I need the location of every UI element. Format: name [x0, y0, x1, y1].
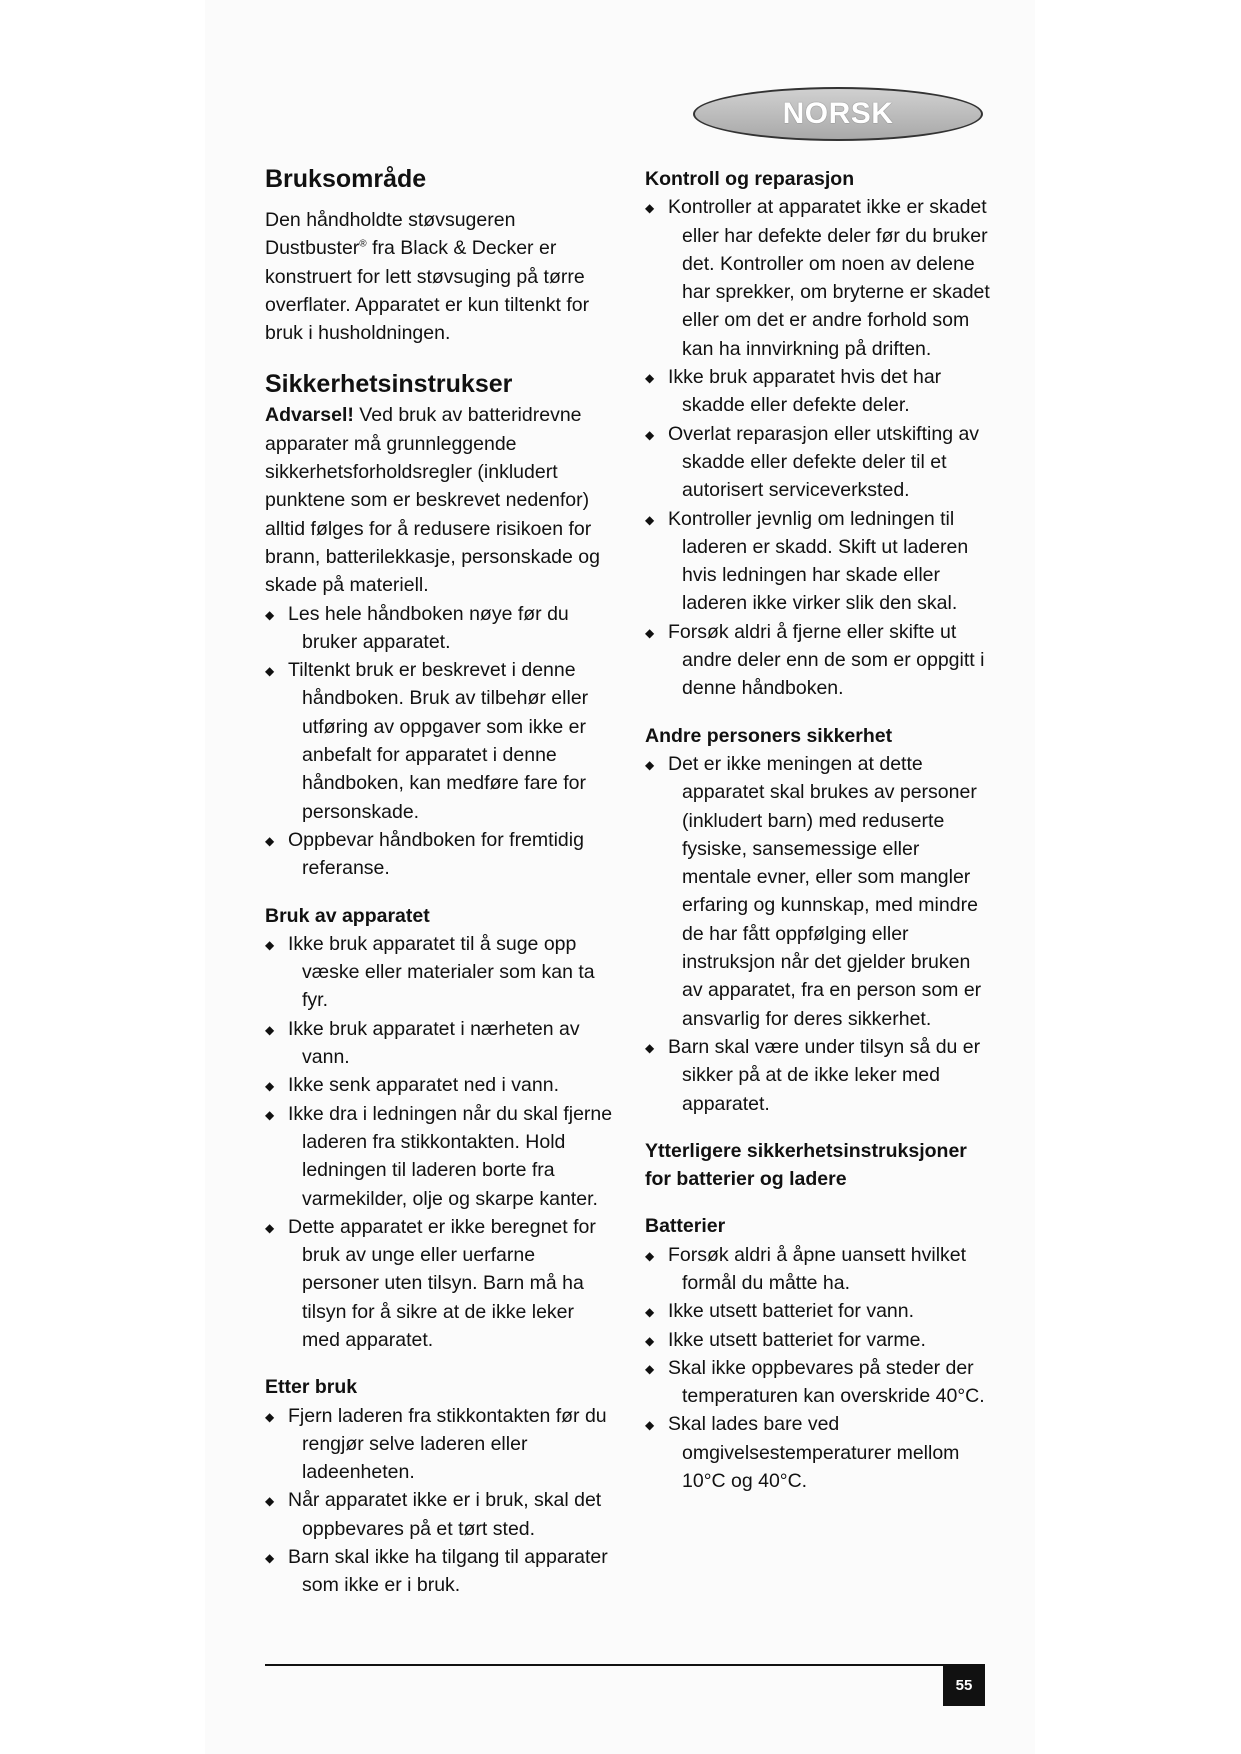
section-title-ytterligere: Ytterligere sikkerhetsinstruksjoner for batterier og ladere	[645, 1139, 967, 1191]
warning-label: Advarsel!	[265, 404, 354, 427]
list-item: ◆ Fjern laderen fra stikkontakten før du rengjør selve laderen eller ladeenheten.	[265, 1402, 615, 1487]
section-title-sikkerhetsinstrukser: Sikkerhetsinstrukser	[265, 370, 513, 399]
page-number: 55	[943, 1664, 985, 1706]
after-use-list	[265, 1402, 615, 1600]
section-title-andre-personers-sikkerhet: Andre personers sikkerhet	[645, 724, 893, 747]
section-title-bruksomrade: Bruksområde	[265, 165, 427, 193]
list-item: ◆ Ikke senk apparatet ned i vann.	[265, 1071, 615, 1099]
others-safety-list	[645, 750, 990, 1118]
list-item: ◆ Skal ikke oppbevares på steder der temperaturen kan overskride 40°C.	[645, 1354, 990, 1411]
list-item: ◆ Kontroller at apparatet ikke er skadet eller har defekte deler før du bruker det. Kontroller om noen av delene har sprekker, om bryterne er skadet eller om det er andre forhold som kan ha innvirkning på driften.	[645, 193, 990, 363]
list-item: ◆ Forsøk aldri å åpne uansett hvilket formål du måtte ha.	[645, 1241, 990, 1298]
list-item: ◆ Ikke bruk apparatet til å suge opp væske eller materialer som kan ta fyr.	[265, 930, 615, 1015]
footer-rule	[265, 1664, 985, 1666]
list-item: ◆ Oppbevar håndboken for fremtidig referanse.	[265, 826, 615, 883]
list-item: ◆ Barn skal ikke ha tilgang til apparater som ikke er i bruk.	[265, 1543, 615, 1600]
left-column	[265, 164, 615, 1600]
section-title-kontroll-og-reparasjon: Kontroll og reparasjon	[645, 168, 855, 190]
language-label: NORSK	[782, 97, 894, 130]
list-item: ◆ Overlat reparasjon eller utskifting av skadde eller defekte deler til et autorisert serviceverksted.	[645, 420, 990, 505]
list-item: ◆ Ikke bruk apparatet hvis det har skadde eller defekte deler.	[645, 363, 990, 420]
list-item: ◆ Ikke dra i ledningen når du skal fjerne laderen fra stikkontakten. Hold ledningen til laderen borte fra varmekilder, olje og skarpe kanter.	[265, 1100, 615, 1213]
list-item: ◆ Kontroller jevnlig om ledningen til laderen er skadd. Skift ut laderen hvis ledningen har skade eller laderen ikke virker slik den skal.	[645, 505, 990, 618]
registered-mark: ®	[359, 238, 367, 250]
list-item: ◆ Barn skal være under tilsyn så du er sikker på at de ikke leker med apparatet.	[645, 1033, 990, 1118]
list-item: ◆ Ikke bruk apparatet i nærheten av vann.	[265, 1015, 615, 1072]
section-title-etter-bruk: Etter bruk	[265, 1376, 358, 1399]
list-item: ◆ Når apparatet ikke er i bruk, skal det oppbevares på et tørt sted.	[265, 1486, 615, 1543]
list-item: ◆ Skal lades bare ved omgivelsestemperaturer mellom 10°C og 40°C.	[645, 1410, 990, 1495]
usage-list	[265, 930, 615, 1354]
inspection-list	[645, 193, 990, 702]
list-item: ◆ Ikke utsett batteriet for vann.	[645, 1297, 990, 1325]
list-item: ◆ Forsøk aldri å fjerne eller skifte ut andre deler enn de som er oppgitt i denne håndboken.	[645, 618, 990, 703]
warning-paragraph: Advarsel! Ved bruk av batteridrevne apparater må grunnleggende sikkerhetsforholdsregler (inkludert punktene som er beskrevet nedenfor) alltid følges for å redusere risikoen for brann, batterilekkasje, personskade og skade på materiell.	[265, 404, 600, 597]
language-tab	[693, 87, 983, 141]
list-item: ◆ Dette apparatet er ikke beregnet for bruk av unge eller uerfarne personer uten tilsyn. Barn må ha tilsyn for å sikre at de ikke leker med apparatet.	[265, 1213, 615, 1354]
section-title-bruk-av-apparatet: Bruk av apparatet	[265, 904, 430, 927]
safety-list	[265, 600, 615, 883]
list-item: ◆ Det er ikke meningen at dette apparatet skal brukes av personer (inkludert barn) med reduserte fysiske, sansemessige eller mentale evner, eller som mangler erfaring og kunnskap, med mindre de har fått oppfølging eller instruksjon når det gjelder bruken av apparatet, fra en person som er ansvarlig for deres sikkerhet.	[645, 750, 990, 1033]
list-item: ◆ Les hele håndboken nøye før du bruker apparatet.	[265, 600, 615, 657]
section-title-batterier: Batterier	[645, 1215, 726, 1238]
list-item: ◆ Ikke utsett batteriet for varme.	[645, 1326, 990, 1354]
list-item: ◆ Tiltenkt bruk er beskrevet i denne håndboken. Bruk av tilbehør eller utføring av oppgaver som ikke er anbefalt for apparatet i denne håndboken, kan medføre fare for personskade.	[265, 656, 615, 826]
battery-list	[645, 1241, 990, 1496]
intro-paragraph: Den håndholdte støvsugeren Dustbuster® fra Black & Decker er konstruert for lett støvsuging på tørre overflater. Apparatet er kun tiltenkt for bruk i husholdningen.	[265, 209, 590, 345]
right-column	[645, 165, 990, 1495]
